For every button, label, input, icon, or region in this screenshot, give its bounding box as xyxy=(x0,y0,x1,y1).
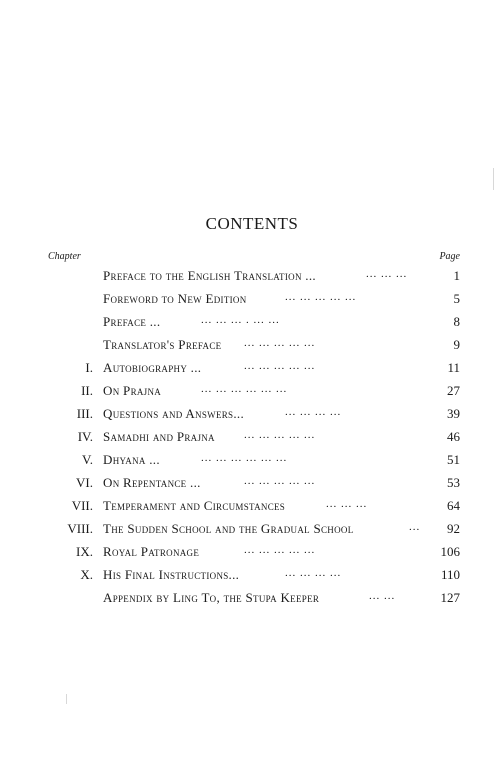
leader-dots: ... ... ... . ... ... xyxy=(201,314,280,326)
chapter-number: VII. xyxy=(71,498,93,513)
leader-dots: ... ... ... ... ... xyxy=(244,337,316,349)
chapter-number: IX. xyxy=(76,544,93,559)
chapter-title: His Final Instructions... xyxy=(103,567,240,582)
page-number: 53 xyxy=(447,475,460,490)
leader-dots: ... ... ... ... ... xyxy=(244,544,316,556)
page-number: 5 xyxy=(453,291,460,306)
leader-dots: ... ... ... ... ... xyxy=(244,360,316,372)
chapter-title: Dhyana ... xyxy=(103,452,160,467)
page-number: 106 xyxy=(440,544,460,559)
chapter-number: VIII. xyxy=(67,521,93,536)
contents-entry xyxy=(0,360,504,380)
page-number: 51 xyxy=(447,452,460,467)
chapter-title: On Repentance ... xyxy=(103,475,201,490)
contents-entry xyxy=(0,429,504,449)
contents-entry xyxy=(0,406,504,426)
chapter-number: IV. xyxy=(77,429,93,444)
page-number: 1 xyxy=(453,268,460,283)
contents-entry xyxy=(0,498,504,518)
page-column-label: Page xyxy=(439,251,460,262)
page-number: 11 xyxy=(447,360,460,375)
chapter-title: Royal Patronage xyxy=(103,544,200,559)
chapter-column-label: Chapter xyxy=(48,251,81,262)
chapter-title: Questions and Answers... xyxy=(103,406,245,421)
scan-mark xyxy=(66,694,67,704)
page-number: 92 xyxy=(447,521,460,536)
chapter-title: Autobiography ... xyxy=(103,360,202,375)
contents-entry xyxy=(0,337,504,357)
chapter-number: V. xyxy=(82,452,93,467)
chapter-number: III. xyxy=(76,406,93,421)
leader-dots: ... xyxy=(409,521,421,533)
contents-entry xyxy=(0,544,504,564)
contents-entry xyxy=(0,291,504,311)
leader-dots: ... ... ... ... xyxy=(285,567,342,579)
chapter-title: Appendix by Ling To, the Stupa Keeper xyxy=(103,590,320,605)
leader-dots: ... ... xyxy=(369,590,396,602)
contents-entry xyxy=(0,452,504,472)
contents-entry xyxy=(0,567,504,587)
page-number: 46 xyxy=(447,429,460,444)
contents-entry xyxy=(0,383,504,403)
leader-dots: ... ... ... ... ... xyxy=(244,429,316,441)
chapter-number: VI. xyxy=(76,475,93,490)
page-number: 8 xyxy=(453,314,460,329)
contents-entry xyxy=(0,475,504,495)
chapter-number: X. xyxy=(80,567,93,582)
contents-entry xyxy=(0,521,504,541)
chapter-title: Foreword to New Edition xyxy=(103,291,247,306)
chapter-title: Preface to the English Translation ... xyxy=(103,268,316,283)
leader-dots: ... ... ... ... ... xyxy=(244,475,316,487)
leader-dots: ... ... ... ... ... ... xyxy=(201,383,288,395)
page-number: 127 xyxy=(440,590,460,605)
chapter-title: Translator's Preface xyxy=(103,337,222,352)
leader-dots: ... ... ... xyxy=(366,268,408,280)
contents-heading: CONTENTS xyxy=(205,214,299,233)
leader-dots: ... ... ... ... xyxy=(285,406,342,418)
chapter-title: The Sudden School and the Gradual School xyxy=(103,521,354,536)
chapter-number: II. xyxy=(81,383,93,398)
contents-entry xyxy=(0,314,504,334)
leader-dots: ... ... ... xyxy=(326,498,368,510)
page-number: 64 xyxy=(447,498,460,513)
page-number: 27 xyxy=(447,383,460,398)
contents-entry xyxy=(0,268,504,288)
page-number: 110 xyxy=(440,567,460,582)
leader-dots: ... ... ... ... ... xyxy=(285,291,357,303)
leader-dots: ... ... ... ... ... ... xyxy=(201,452,288,464)
scan-mark xyxy=(493,168,494,190)
chapter-title: On Prajna xyxy=(103,383,162,398)
contents-entry xyxy=(0,590,504,610)
chapter-title: Temperament and Circumstances xyxy=(103,498,286,513)
chapter-title: Samadhi and Prajna xyxy=(103,429,215,444)
page-number: 39 xyxy=(447,406,460,421)
page-number: 9 xyxy=(453,337,460,352)
chapter-title: Preface ... xyxy=(103,314,161,329)
chapter-number: I. xyxy=(85,360,93,375)
